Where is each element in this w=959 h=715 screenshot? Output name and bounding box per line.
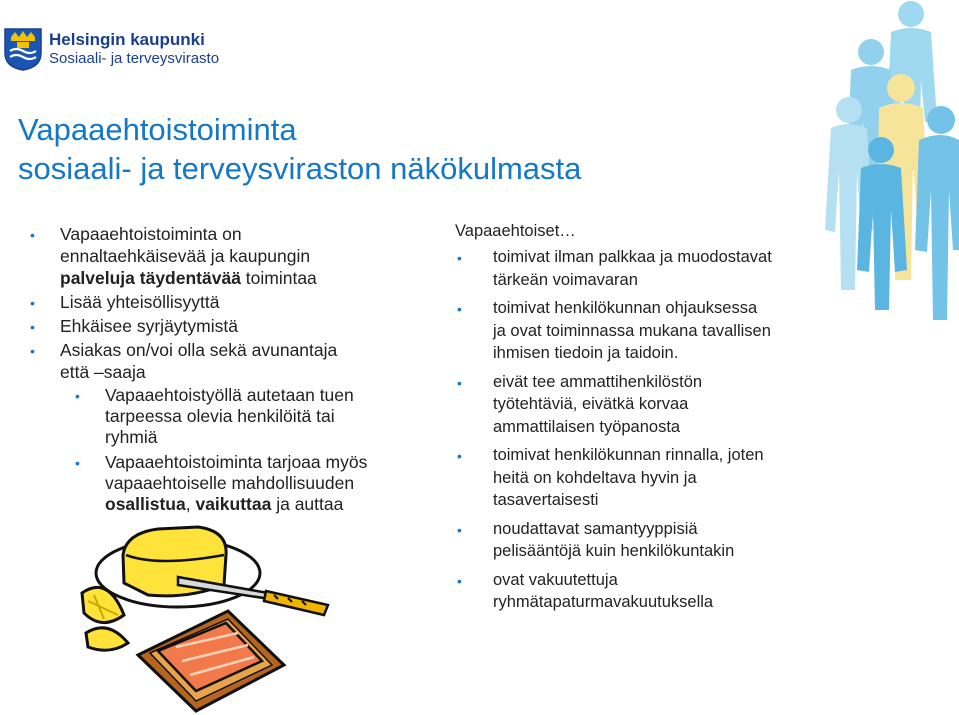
sub-list-item: • Vapaaehtoistoiminta tarjoaa myös vapaaehtoiselle mahdollisuuden osallistua, vaikuttaa ja auttaa (75, 452, 368, 514)
logo (3, 27, 233, 75)
bullet-icon: • (457, 521, 462, 538)
bullet-icon: • (457, 250, 462, 266)
helsinki-crest-icon (3, 27, 43, 71)
title-line-2: sosiaali- ja terveysviraston näkökulmasta (18, 151, 582, 186)
title-line-1: Vapaaehtoistoiminta (18, 112, 297, 147)
list-item: • toimivat henkilökunnan rinnalla, joten heitä on kohdeltava hyvin ja tasavertaisesti (457, 446, 764, 509)
list-item: • toimivat ilman palkkaa ja muodostavat tärkeän voimavaran (457, 248, 772, 289)
logo-department-name: Sosiaali- ja terveysvirasto (49, 50, 220, 67)
volunteers-heading: Vapaaehtoiset… (455, 222, 576, 240)
list-item: • Ehkäisee syrjäytymistä (30, 316, 238, 336)
list-item: • noudattavat samantyyppisiä pelisääntöjä kuin henkilökuntakin (457, 519, 735, 560)
bullet-icon: • (457, 448, 462, 464)
list-item: • Asiakas on/voi olla sekä avunantaja että –saaja (30, 340, 338, 382)
list-item: • Vapaaehtoistoiminta on ennaltaehkäisevää ja kaupungin palveluja täydentävää toimintaa (30, 224, 317, 288)
sub-list-item: • Vapaaehtoistyöllä autetaan tuen tarpeessa olevia henkilöitä tai ryhmiä (75, 385, 354, 447)
right-bullet-list (455, 220, 855, 620)
butter-salmon-sandwich-icon (78, 515, 358, 715)
bullet-icon: • (30, 343, 35, 359)
bullet-icon: • (30, 319, 35, 335)
bullet-icon: • (457, 572, 462, 589)
list-item: • toimivat henkilökunnan ohjauksessa ja ovat toiminnassa mukana tavallisen ihmisen tiedoin ja taidoin. (457, 299, 771, 362)
list-item: • Lisää yhteisöllisyyttä (30, 292, 220, 312)
left-bullet-list (30, 223, 440, 519)
bullet-icon: • (75, 455, 80, 471)
bullet-icon: • (75, 388, 80, 404)
bullet-icon: • (30, 227, 35, 243)
list-item: • ovat vakuutettuja ryhmätapaturmavakuutuksella (457, 570, 714, 611)
list-item: • eivät tee ammattihenkilöstön työtehtäviä, eivätkä korvaa ammattilaisen työpanosta (457, 372, 703, 436)
page-title (18, 110, 581, 188)
bullet-icon: • (30, 295, 35, 311)
logo-city-name: Helsingin kaupunki (49, 30, 205, 49)
bullet-icon: • (457, 301, 462, 317)
bullet-icon: • (457, 374, 462, 391)
